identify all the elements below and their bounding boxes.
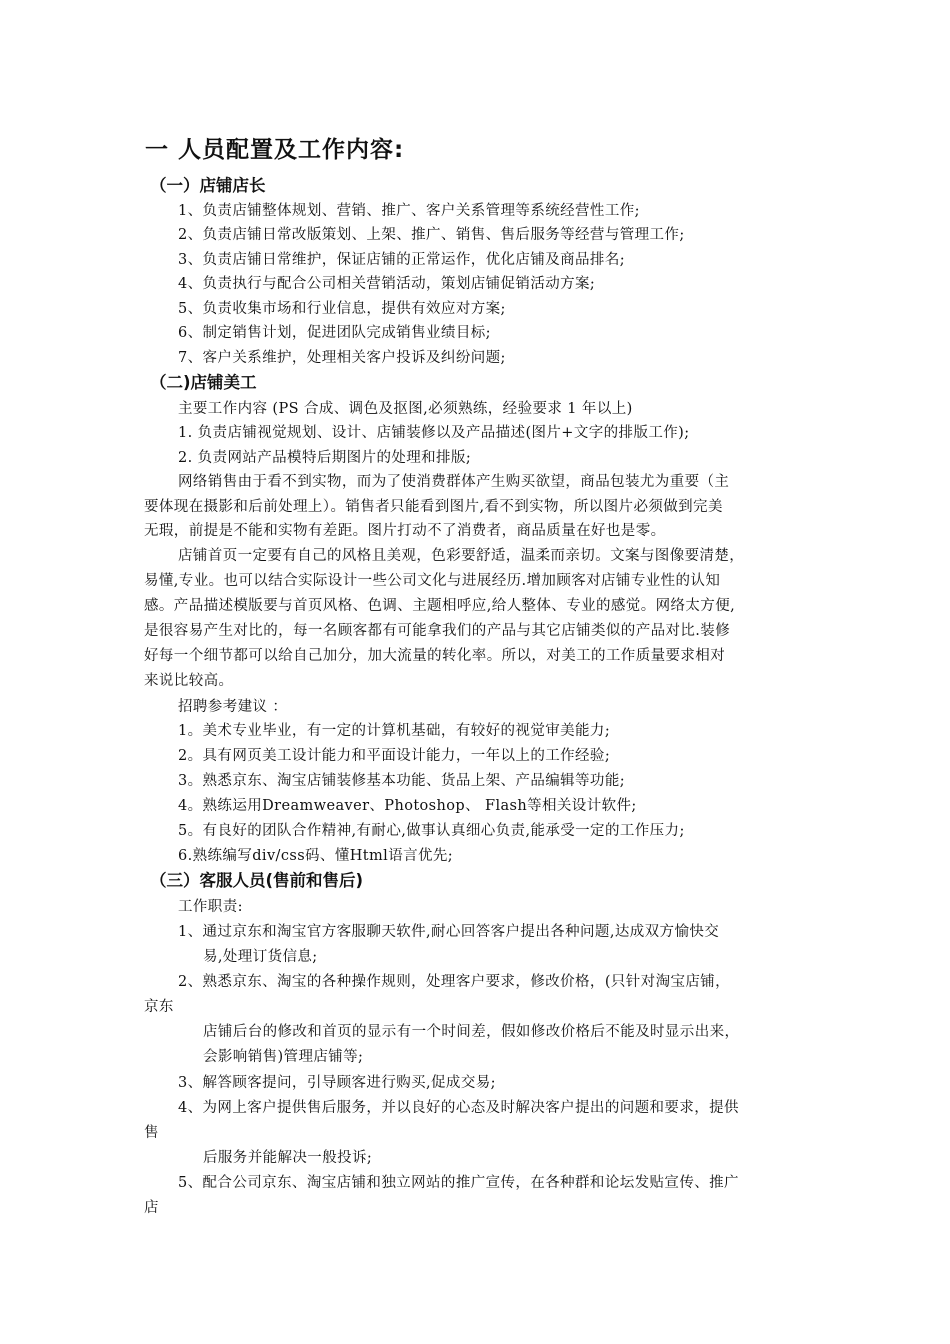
list-item: 2、熟悉京东、淘宝的各种操作规则，处理客户要求，修改价格，(只针对淘宝店铺， xyxy=(178,974,731,990)
text-line: 招聘参考建议 ： xyxy=(178,699,288,715)
list-item: 4、负责执行与配合公司相关营销活动，策划店铺促销活动方案; xyxy=(178,276,596,292)
list-item: 1。美术专业毕业，有一定的计算机基础，有较好的视觉审美能力; xyxy=(178,723,611,739)
text-line: 京东 xyxy=(144,999,174,1015)
list-item: 2. 负责网站产品模特后期图片的处理和排版; xyxy=(178,450,472,466)
paragraph-line: 来说比较高。 xyxy=(144,673,234,689)
paragraph-line: 店铺首页一定要有自己的风格且美观，色彩要舒适，温柔而亲切。文案与图像要清楚， xyxy=(178,548,745,564)
paragraph-line: 易懂,专业。也可以结合实际设计一些公司文化与进展经历.增加顾客对店铺专业性的认知 xyxy=(144,573,721,589)
list-item: 7、客户关系维护，处理相关客户投诉及纠纷问题; xyxy=(178,350,506,366)
page-title: 一 人员配置及工作内容: xyxy=(145,137,405,163)
list-item: 3、负责店铺日常维护，保证店铺的正常运作，优化店铺及商品排名; xyxy=(178,252,626,268)
list-item: 3、解答顾客提问，引导顾客进行购买,促成交易; xyxy=(178,1075,496,1091)
list-item: 4、为网上客户提供售后服务，并以良好的心态及时解决客户提出的问题和要求，提供 xyxy=(178,1100,739,1116)
text-line: 后服务并能解决一般投诉; xyxy=(203,1150,373,1166)
list-item: 1. 负责店铺视觉规划、设计、店铺装修以及产品描述(图片+文字的排版工作); xyxy=(178,425,690,441)
section-heading-store-manager: （一）店铺店长 xyxy=(150,176,266,195)
list-item: 6.熟练编写div/css码、懂Html语言优先; xyxy=(178,848,454,864)
list-item: 5、负责收集市场和行业信息，提供有效应对方案; xyxy=(178,301,506,317)
list-item: 1、负责店铺整体规划、营销、推广、客户关系管理等系统经营性工作; xyxy=(178,203,640,219)
section-heading-designer: （二)店铺美工 xyxy=(150,373,257,392)
list-item: 5。有良好的团队合作精神,有耐心,做事认真细心负责,能承受一定的工作压力; xyxy=(178,823,685,839)
list-item: 3。熟悉京东、淘宝店铺装修基本功能、货品上架、产品编辑等功能; xyxy=(178,773,626,789)
list-item: 2。具有网页美工设计能力和平面设计能力，一年以上的工作经验; xyxy=(178,748,611,764)
list-item: 4。熟练运用Dreamweaver、Photoshop、 Flash等相关设计软件; xyxy=(178,798,637,814)
text-line: 会影响销售)管理店铺等; xyxy=(203,1049,364,1065)
section-heading-customer-service: （三）客服人员(售前和售后) xyxy=(150,871,364,890)
text-line: 主要工作内容 (PS 合成、调色及抠图,必须熟练，经验要求 1 年以上) xyxy=(178,401,633,417)
paragraph-line: 网络销售由于看不到实物，而为了使消费群体产生购买欲望，商品包装尤为重要（主 xyxy=(178,474,730,490)
text-line: 店 xyxy=(144,1200,159,1216)
list-item: 1、通过京东和淘宝官方客服聊天软件,耐心回答客户提出各种问题,达成双方愉快交 xyxy=(178,924,720,940)
paragraph-line: 要体现在摄影和后前处理上）。销售者只能看到图片,看不到实物，所以图片必须做到完美 xyxy=(144,499,723,515)
list-item: 2、负责店铺日常改版策划、上架、推广、销售、售后服务等经营与管理工作; xyxy=(178,227,685,243)
paragraph-line: 无瑕，前提是不能和实物有差距。图片打动不了消费者，商品质量在好也是零。 xyxy=(144,523,666,539)
text-line: 易,处理订货信息; xyxy=(203,949,318,965)
paragraph-line: 是很容易产生对比的，每一名顾客都有可能拿我们的产品与其它店铺类似的产品对比.装修 xyxy=(144,623,731,639)
text-line: 工作职责: xyxy=(178,899,243,915)
list-item: 6、制定销售计划，促进团队完成销售业绩目标; xyxy=(178,325,491,341)
paragraph-line: 好每一个细节都可以给自己加分，加大流量的转化率。所以，对美工的工作质量要求相对 xyxy=(144,648,726,664)
text-line: 店铺后台的修改和首页的显示有一个时间差，假如修改价格后不能及时显示出来， xyxy=(203,1024,740,1040)
text-line: 售 xyxy=(144,1125,159,1141)
list-item: 5、配合公司京东、淘宝店铺和独立网站的推广宣传，在各种群和论坛发贴宣传、推广 xyxy=(178,1175,739,1191)
paragraph-line: 感。产品描述模版要与首页风格、色调、主题相呼应,给人整体、专业的感觉。网络太方便, xyxy=(144,598,736,614)
